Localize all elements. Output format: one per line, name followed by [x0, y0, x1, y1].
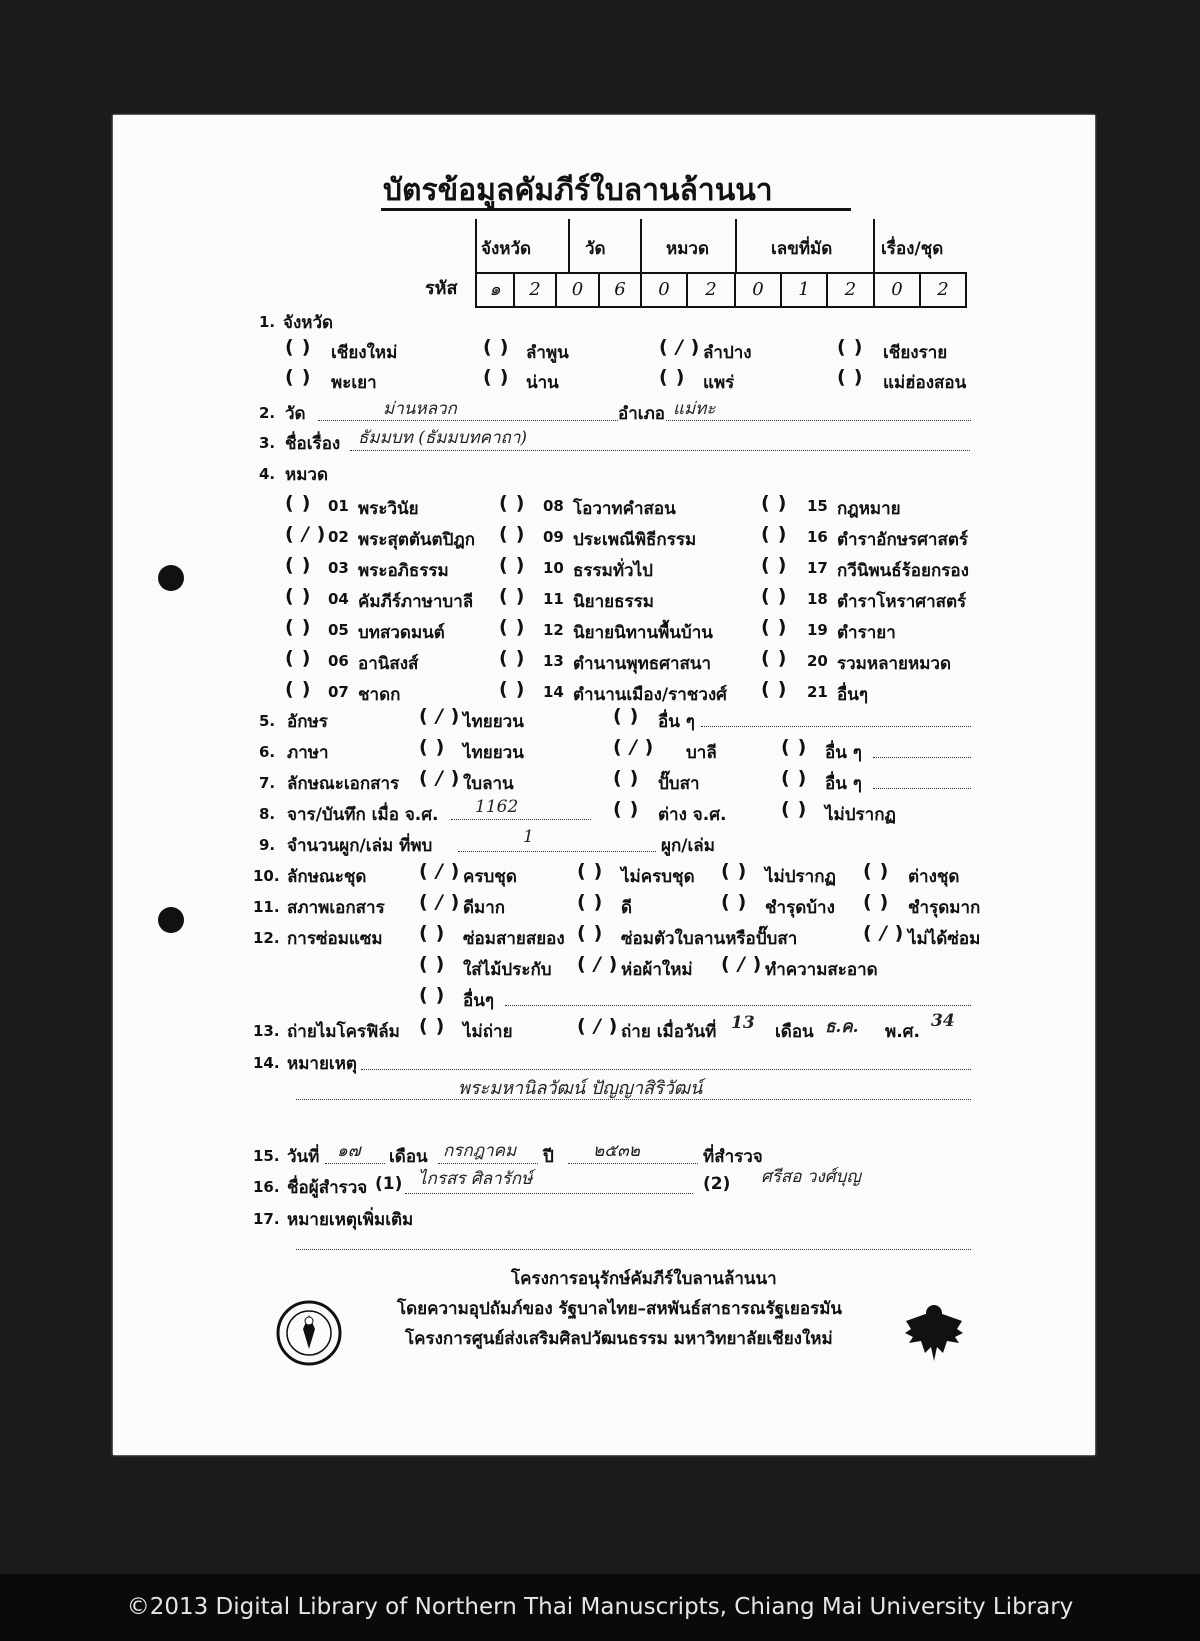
- punch-hole-bottom: [158, 907, 184, 933]
- category-option-label: กวีนิพนธ์ร้อยกรอง: [837, 561, 969, 581]
- option-label: อื่น ๆ: [658, 712, 695, 732]
- field-number: 8.: [259, 805, 276, 823]
- checkbox: (/): [419, 705, 468, 727]
- checkbox: (): [837, 336, 871, 358]
- category-option-label: อานิสงส์: [358, 654, 419, 674]
- checkbox: (): [285, 585, 319, 607]
- district-value: แม่ทะ: [673, 399, 716, 419]
- microfilm-year-label: พ.ศ.: [885, 1022, 920, 1042]
- field-number: 16.: [253, 1178, 280, 1196]
- microfilm-year: 34: [931, 1011, 955, 1031]
- checkbox: (/): [285, 523, 334, 545]
- checkbox: (): [781, 767, 815, 789]
- category-code: 07: [328, 683, 349, 701]
- inscription-date-label: จาร/บันทึก เมื่อ จ.ศ.: [287, 805, 439, 825]
- checkbox: (): [499, 678, 533, 700]
- dotted-line: [505, 1005, 971, 1006]
- option-label: แม่ฮ่องสอน: [883, 373, 967, 393]
- option-label: ดีมาก: [463, 898, 506, 918]
- field-number: 1.: [259, 313, 276, 331]
- option-label: ไม่ปรากฏ: [825, 805, 896, 825]
- category-code: 15: [807, 497, 828, 515]
- code-header-bundle: เลขที่มัด: [771, 239, 833, 259]
- checkbox: (): [837, 366, 871, 388]
- category-option-label: คัมภีร์ภาษาบาลี: [358, 592, 474, 612]
- dotted-line: [296, 1249, 971, 1250]
- university-seal-icon: [275, 1299, 343, 1367]
- survey-year: ๒๕๓๒: [593, 1141, 640, 1161]
- category-option-label: ตำราอักษรศาสตร์: [837, 530, 968, 550]
- microfilm-month: ธ.ค.: [825, 1017, 859, 1037]
- option-label: น่าน: [526, 373, 559, 393]
- option-label: ลำพูน: [526, 343, 569, 363]
- code-label: รหัส: [425, 278, 458, 299]
- code-digit: 6: [598, 272, 642, 308]
- option-label: ไม่ได้ซ่อม: [908, 929, 981, 949]
- code-digit: 2: [919, 272, 967, 308]
- code-digit: 0: [734, 272, 782, 308]
- category-code: 05: [328, 621, 349, 639]
- option-label: ใบลาน: [463, 774, 514, 794]
- checkbox: (): [483, 336, 517, 358]
- option-label: ปั๊บสา: [658, 774, 700, 794]
- additional-remarks-label: หมายเหตุเพิ่มเติม: [287, 1210, 414, 1230]
- bundle-count-value: 1: [523, 827, 534, 847]
- microfilm-month-label: เดือน: [775, 1022, 814, 1042]
- survey-date-label: วันที่: [287, 1147, 320, 1167]
- category-option-label: อื่นๆ: [837, 685, 868, 705]
- option-label: ชำรุดบ้าง: [765, 898, 835, 918]
- language-label: ภาษา: [287, 743, 329, 763]
- category-code: 20: [807, 652, 828, 670]
- sponsor-line: โดยความอุปถัมภ์ของ รัฐบาลไทย–สหพันธ์สาธารณรัฐเยอรมัน: [397, 1299, 843, 1319]
- checkbox: (): [285, 616, 319, 638]
- field-number: 14.: [253, 1054, 280, 1072]
- option-label: ต่างชุด: [908, 867, 960, 887]
- category-option-label: ประเพณีพิธีกรรม: [573, 530, 697, 550]
- checkbox: (): [285, 366, 319, 388]
- survey-suffix: ที่สำรวจ: [703, 1147, 763, 1167]
- category-option-label: พระสุตตันตปิฎก: [358, 530, 476, 550]
- checkbox: (/): [419, 860, 468, 882]
- category-code: 03: [328, 559, 349, 577]
- code-digit: 0: [555, 272, 600, 308]
- project-name: โครงการอนุรักษ์คัมภีร์ใบลานล้านนา: [511, 1269, 777, 1289]
- province-label: จังหวัด: [283, 313, 334, 333]
- dotted-line: [458, 851, 656, 852]
- checkbox: (): [863, 860, 897, 882]
- option-label: อื่นๆ: [463, 991, 494, 1011]
- checkbox: (/): [659, 336, 708, 358]
- survey-month-label: เดือน: [389, 1147, 428, 1167]
- option-label: บาลี: [686, 743, 717, 763]
- code-header-province: จังหวัด: [481, 239, 532, 259]
- code-divider: [873, 219, 875, 274]
- checkbox: (): [659, 366, 693, 388]
- checkbox: (): [499, 554, 533, 576]
- option-label: ต่าง จ.ศ.: [658, 805, 727, 825]
- field-number: 6.: [259, 743, 276, 761]
- code-digit: ๑: [475, 272, 515, 308]
- code-divider: [568, 219, 570, 274]
- script-label: อักษร: [287, 712, 328, 732]
- checkbox: (): [499, 585, 533, 607]
- code-header-category: หมวด: [666, 239, 709, 259]
- option-label: พะเยา: [331, 373, 377, 393]
- surveyor-2-label: (2): [703, 1174, 731, 1194]
- category-code: 01: [328, 497, 349, 515]
- option-label: ไทยยวน: [463, 712, 524, 732]
- checkbox: (): [499, 523, 533, 545]
- code-header-set: เรื่อง/ชุด: [881, 239, 944, 259]
- checkbox: (/): [577, 953, 626, 975]
- option-label: ดี: [621, 898, 633, 918]
- option-label: ลำปาง: [703, 343, 752, 363]
- option-label: ถ่าย เมื่อวันที่: [621, 1022, 717, 1042]
- category-option-label: โอวาทคำสอน: [573, 499, 676, 519]
- condition-label: สภาพเอกสาร: [287, 898, 385, 918]
- checkbox: (): [613, 705, 647, 727]
- field-number: 13.: [253, 1022, 280, 1040]
- checkbox: (): [285, 336, 319, 358]
- checkbox: (): [577, 891, 611, 913]
- checkbox: (): [761, 554, 795, 576]
- category-code: 10: [543, 559, 564, 577]
- field-number: 11.: [253, 898, 280, 916]
- checkbox: (): [419, 1015, 453, 1037]
- category-code: 17: [807, 559, 828, 577]
- microfilm-day: 13: [731, 1013, 755, 1033]
- checkbox: (): [761, 585, 795, 607]
- category-label: หมวด: [285, 465, 328, 485]
- code-divider: [640, 219, 642, 274]
- field-number: 17.: [253, 1210, 280, 1228]
- checkbox: (): [419, 953, 453, 975]
- code-digit: 1: [780, 272, 828, 308]
- field-number: 9.: [259, 836, 276, 854]
- category-code: 18: [807, 590, 828, 608]
- survey-day: ๑๗: [337, 1141, 361, 1161]
- dotted-line: [361, 1069, 971, 1070]
- checkbox: (): [499, 647, 533, 669]
- checkbox: (): [781, 736, 815, 758]
- german-eagle-icon: [901, 1299, 967, 1365]
- checkbox: (): [285, 492, 319, 514]
- code-digit: 2: [513, 272, 557, 308]
- category-option-label: ตำราโหราศาสตร์: [837, 592, 967, 612]
- option-label: ไม่ครบชุด: [621, 867, 695, 887]
- checkbox: (): [577, 860, 611, 882]
- option-label: อื่น ๆ: [825, 774, 862, 794]
- checkbox: (): [499, 492, 533, 514]
- option-label: ไทยยวน: [463, 743, 524, 763]
- category-code: 11: [543, 590, 564, 608]
- category-code: 21: [807, 683, 828, 701]
- checkbox: (): [483, 366, 517, 388]
- inscription-year-value: 1162: [475, 797, 519, 817]
- field-number: 5.: [259, 712, 276, 730]
- checkbox: (): [499, 616, 533, 638]
- category-option-label: ธรรมทั่วไป: [573, 561, 653, 581]
- category-code: 06: [328, 652, 349, 670]
- dotted-line: [451, 819, 591, 820]
- checkbox: (/): [721, 953, 770, 975]
- field-number: 12.: [253, 929, 280, 947]
- checkbox: (): [613, 798, 647, 820]
- checkbox: (): [721, 891, 755, 913]
- remarks-value: พระมหานิลวัฒน์ ปัญญาสิริวัฒน์: [458, 1078, 703, 1099]
- checkbox: (): [761, 616, 795, 638]
- field-number: 7.: [259, 774, 276, 792]
- option-label: แพร่: [703, 373, 735, 393]
- category-option-label: ตำรายา: [837, 623, 896, 643]
- surveyor-1-value: ไกรสร ศิลารักษ์: [418, 1169, 533, 1189]
- copyright-banner: ©2013 Digital Library of Northern Thai Manuscripts, Chiang Mai University Library: [0, 1574, 1200, 1641]
- field-number: 10.: [253, 867, 280, 885]
- checkbox: (): [781, 798, 815, 820]
- field-number: 3.: [259, 434, 276, 452]
- checkbox: (): [419, 984, 453, 1006]
- category-code: 13: [543, 652, 564, 670]
- bundle-count-suffix: ผูก/เล่ม: [661, 836, 715, 856]
- checkbox: (): [863, 891, 897, 913]
- temple-value: ม่านหลวก: [383, 399, 457, 419]
- option-label: ซ่อมตัวใบลานหรือปั๊บสา: [621, 929, 798, 949]
- category-code: 12: [543, 621, 564, 639]
- option-label: ห่อผ้าใหม่: [621, 960, 693, 980]
- checkbox: (): [285, 678, 319, 700]
- field-number: 2.: [259, 404, 276, 422]
- code-header-temple: วัด: [585, 239, 606, 259]
- checkbox: (): [721, 860, 755, 882]
- checkbox: (): [761, 523, 795, 545]
- document-type-label: ลักษณะเอกสาร: [287, 774, 400, 794]
- checkbox: (/): [419, 767, 468, 789]
- manuscript-data-card: [113, 115, 1095, 1455]
- category-option-label: นิยายธรรม: [573, 592, 654, 612]
- checkbox: (/): [419, 891, 468, 913]
- category-option-label: พระอภิธรรม: [358, 561, 449, 581]
- category-code: 02: [328, 528, 349, 546]
- option-label: อื่น ๆ: [825, 743, 862, 763]
- district-label: อำเภอ: [618, 404, 665, 424]
- category-code: 04: [328, 590, 349, 608]
- surveyor-1-label: (1): [375, 1174, 403, 1194]
- option-label: ครบชุด: [463, 867, 517, 887]
- dotted-line: [318, 420, 618, 421]
- story-title-value: ธัมมบท (ธัมมบทคาถา): [358, 428, 527, 448]
- set-status-label: ลักษณะชุด: [287, 867, 367, 887]
- checkbox: (/): [613, 736, 662, 758]
- field-number: 15.: [253, 1147, 280, 1165]
- code-digit: 2: [686, 272, 736, 308]
- checkbox: (): [761, 678, 795, 700]
- dotted-line: [405, 1193, 693, 1194]
- repair-label: การซ่อมแซม: [287, 929, 383, 949]
- survey-year-label: ปี: [543, 1147, 554, 1167]
- category-option-label: รวมหลายหมวด: [837, 654, 952, 674]
- checkbox: (): [761, 647, 795, 669]
- category-code: 16: [807, 528, 828, 546]
- category-option-label: ตำนานพุทธศาสนา: [573, 654, 712, 674]
- category-code: 14: [543, 683, 564, 701]
- option-label: เชียงใหม่: [331, 343, 398, 363]
- bundle-count-label: จำนวนผูก/เล่ม ที่พบ: [287, 836, 433, 856]
- option-label: ใส่ไม้ประกับ: [463, 960, 552, 980]
- code-digit: 0: [640, 272, 688, 308]
- category-option-label: ชาดก: [358, 685, 401, 705]
- punch-hole-top: [158, 565, 184, 591]
- option-label: ซ่อมสายสยอง: [463, 929, 565, 949]
- checkbox: (): [613, 767, 647, 789]
- microfilm-label: ถ่ายไมโครฟิล์ม: [287, 1022, 400, 1042]
- card-title: บัตรข้อมูลคัมภีร์ใบลานล้านนา: [383, 173, 773, 208]
- option-label: ทำความสะอาด: [765, 960, 878, 980]
- code-digit: 0: [873, 272, 921, 308]
- center-line: โครงการศูนย์ส่งเสริมศิลปวัฒนธรรม มหาวิทยาลัยเชียงใหม่: [405, 1329, 833, 1349]
- checkbox: (): [761, 492, 795, 514]
- checkbox: (/): [863, 922, 912, 944]
- category-code: 19: [807, 621, 828, 639]
- surveyor-2-value: ศรีสอ วงศ์บุญ: [761, 1167, 861, 1187]
- checkbox: (): [285, 554, 319, 576]
- category-option-label: ตำนานเมือง/ราชวงศ์: [573, 685, 727, 705]
- option-label: ไม่ปรากฏ: [765, 867, 836, 887]
- option-label: เชียงราย: [883, 343, 948, 363]
- story-title-label: ชื่อเรื่อง: [285, 434, 341, 454]
- dotted-line: [873, 788, 971, 789]
- code-digit: 2: [826, 272, 875, 308]
- checkbox: (): [577, 922, 611, 944]
- option-label: ชำรุดมาก: [908, 898, 981, 918]
- checkbox: (): [419, 736, 453, 758]
- temple-label: วัด: [285, 404, 306, 424]
- dotted-line: [873, 757, 971, 758]
- category-option-label: บทสวดมนต์: [358, 623, 445, 643]
- category-code: 08: [543, 497, 564, 515]
- dotted-line: [701, 726, 971, 727]
- surveyor-label: ชื่อผู้สำรวจ: [287, 1178, 368, 1198]
- code-divider: [735, 219, 737, 274]
- field-number: 4.: [259, 465, 276, 483]
- title-underline: [381, 208, 851, 211]
- option-label: ไม่ถ่าย: [463, 1022, 513, 1042]
- checkbox: (/): [577, 1015, 626, 1037]
- survey-month: กรกฎาคม: [443, 1141, 517, 1161]
- category-code: 09: [543, 528, 564, 546]
- remarks-label: หมายเหตุ: [287, 1054, 357, 1074]
- checkbox: (): [285, 647, 319, 669]
- category-option-label: นิยายนิทานพื้นบ้าน: [573, 623, 713, 643]
- checkbox: (): [419, 922, 453, 944]
- category-option-label: พระวินัย: [358, 499, 419, 519]
- category-option-label: กฎหมาย: [837, 499, 901, 519]
